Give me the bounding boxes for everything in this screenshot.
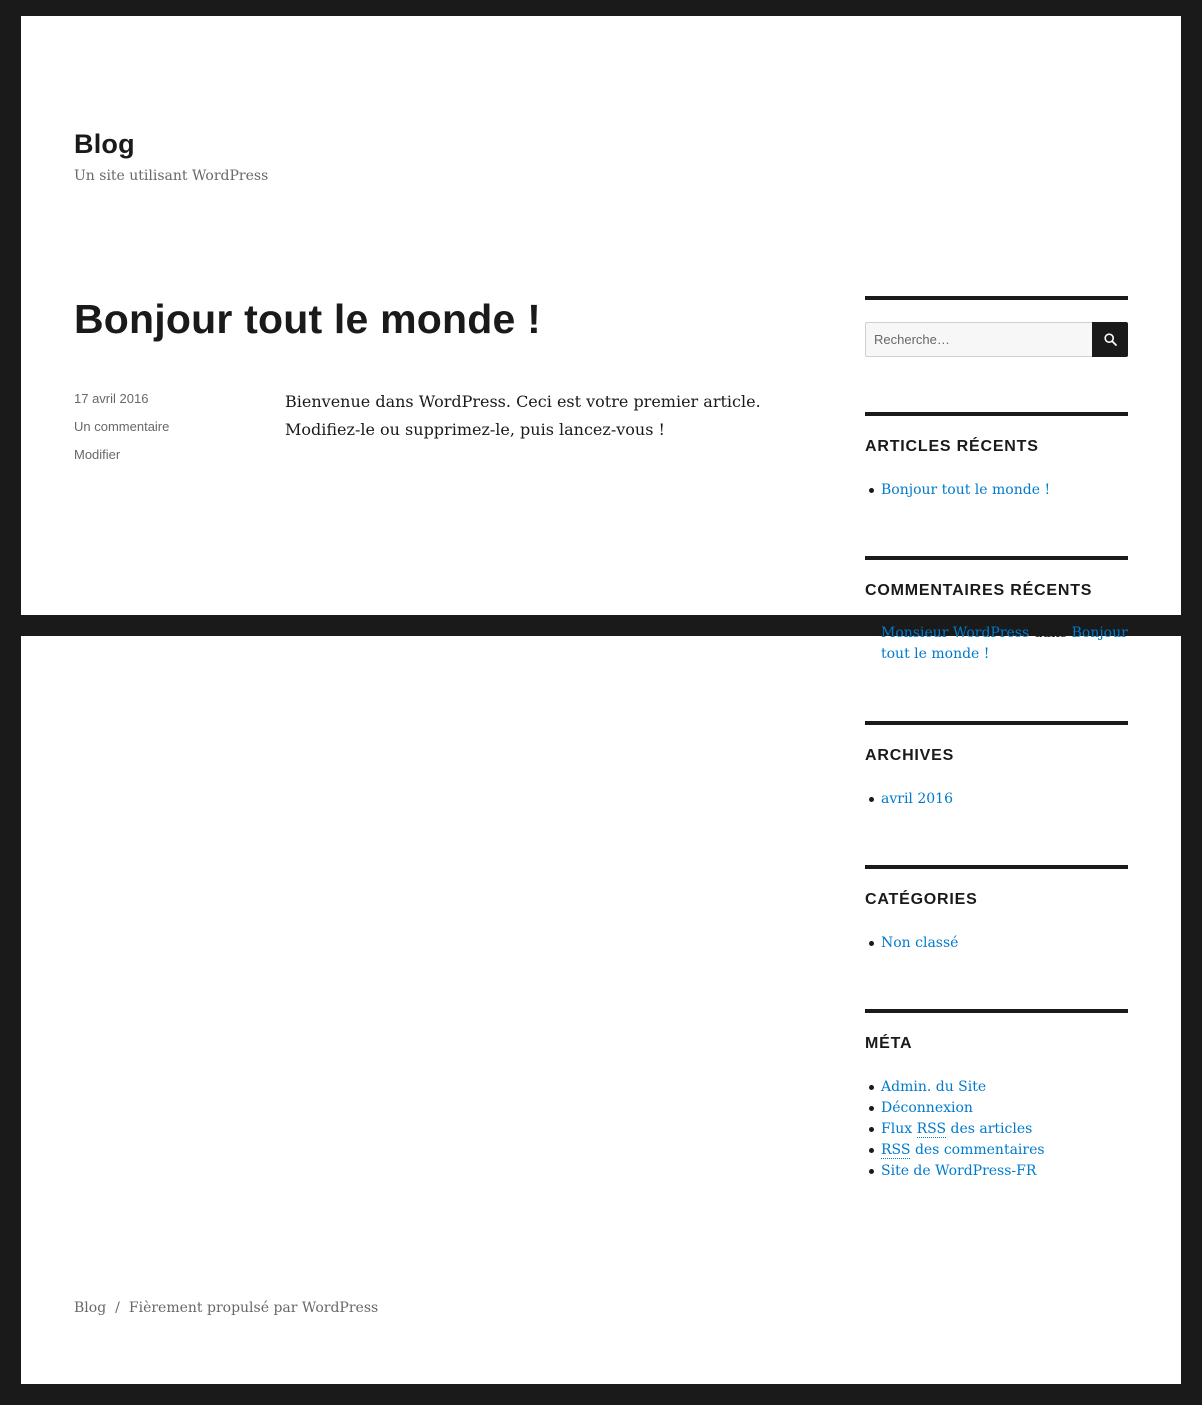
- rss-articles-link[interactable]: [881, 1121, 1032, 1138]
- list-item: [865, 623, 1128, 665]
- meta-list: [865, 1077, 1128, 1182]
- search-widget: [865, 296, 1128, 360]
- search-input[interactable]: [865, 322, 1092, 357]
- rss-articles-prefix: Flux: [881, 1121, 913, 1137]
- rss-comments-suffix: des commentaires: [914, 1142, 1045, 1158]
- page-bottom-sheet: [21, 625, 1181, 1384]
- recent-posts-list: [865, 480, 1128, 501]
- footer-credit-link[interactable]: Fièrement propulsé par WordPress: [128, 1300, 379, 1316]
- comment-post-link[interactable]: Bonjour: [1071, 625, 1128, 641]
- admin-link[interactable]: Admin. du Site: [881, 1079, 987, 1095]
- post-comments-link[interactable]: Un commentaire: [74, 419, 170, 434]
- archives-list: [865, 789, 1128, 810]
- search-form: [865, 322, 1128, 357]
- archives-heading: ARCHIVES: [865, 747, 955, 764]
- post-content-line: Modifiez-le ou supprimez-le, puis lancez-vous !: [285, 420, 665, 439]
- list-item: [865, 933, 1128, 954]
- list-item: [865, 1161, 1128, 1182]
- search-icon: [1104, 333, 1117, 346]
- archives-widget: [865, 721, 1128, 825]
- footer-separator: /: [115, 1300, 120, 1316]
- list-item: [865, 1077, 1128, 1098]
- recent-comments-heading: COMMENTAIRES RÉCENTS: [865, 582, 1093, 599]
- comment-author-link[interactable]: Monsieur WordPress: [881, 625, 1030, 641]
- logout-link[interactable]: Déconnexion: [881, 1100, 973, 1116]
- rss-abbr: RSS: [916, 1121, 947, 1137]
- category-link[interactable]: Non classé: [881, 935, 959, 951]
- footer-site-link[interactable]: Blog: [74, 1300, 107, 1316]
- post-title[interactable]: Bonjour tout le monde !: [74, 296, 541, 342]
- recent-posts-widget: [865, 412, 1128, 516]
- archive-link[interactable]: avril 2016: [881, 791, 953, 807]
- list-item: [865, 1098, 1128, 1119]
- site-footer: [74, 1300, 378, 1316]
- list-item: [865, 1119, 1128, 1140]
- categories-widget: [865, 865, 1128, 969]
- recent-comments-widget: [865, 556, 1128, 620]
- search-button[interactable]: [1092, 322, 1128, 357]
- page-top-sheet: [21, 16, 1181, 615]
- rss-comments-link[interactable]: [881, 1142, 1045, 1159]
- post-edit-link[interactable]: Modifier: [74, 447, 121, 462]
- rss-articles-suffix: des articles: [950, 1121, 1033, 1137]
- recent-posts-heading: ARTICLES RÉCENTS: [865, 438, 1039, 455]
- comment-post-link-cont[interactable]: tout le monde !: [881, 646, 990, 662]
- meta-heading: MÉTA: [865, 1035, 913, 1052]
- meta-widget: [865, 1009, 1128, 1203]
- list-item: [865, 480, 1128, 501]
- post-date[interactable]: 17 avril 2016: [74, 391, 149, 406]
- post-meta: [74, 390, 169, 474]
- comment-connector: dans: [1033, 625, 1068, 641]
- post-content-line: Bienvenue dans WordPress. Ceci est votre premier article.: [285, 392, 761, 411]
- site-description: Un site utilisant WordPress: [74, 168, 269, 184]
- recent-post-link[interactable]: Bonjour tout le monde !: [881, 482, 1051, 498]
- recent-comments-list: [865, 623, 1128, 665]
- list-item: [865, 789, 1128, 810]
- rss-abbr: RSS: [881, 1142, 911, 1158]
- site-title[interactable]: Blog: [74, 129, 135, 159]
- categories-list: [865, 933, 1128, 954]
- post-content: [285, 388, 785, 444]
- categories-heading: CATÉGORIES: [865, 891, 978, 908]
- wordpress-fr-link[interactable]: Site de WordPress-FR: [881, 1163, 1037, 1179]
- list-item: [865, 1140, 1128, 1161]
